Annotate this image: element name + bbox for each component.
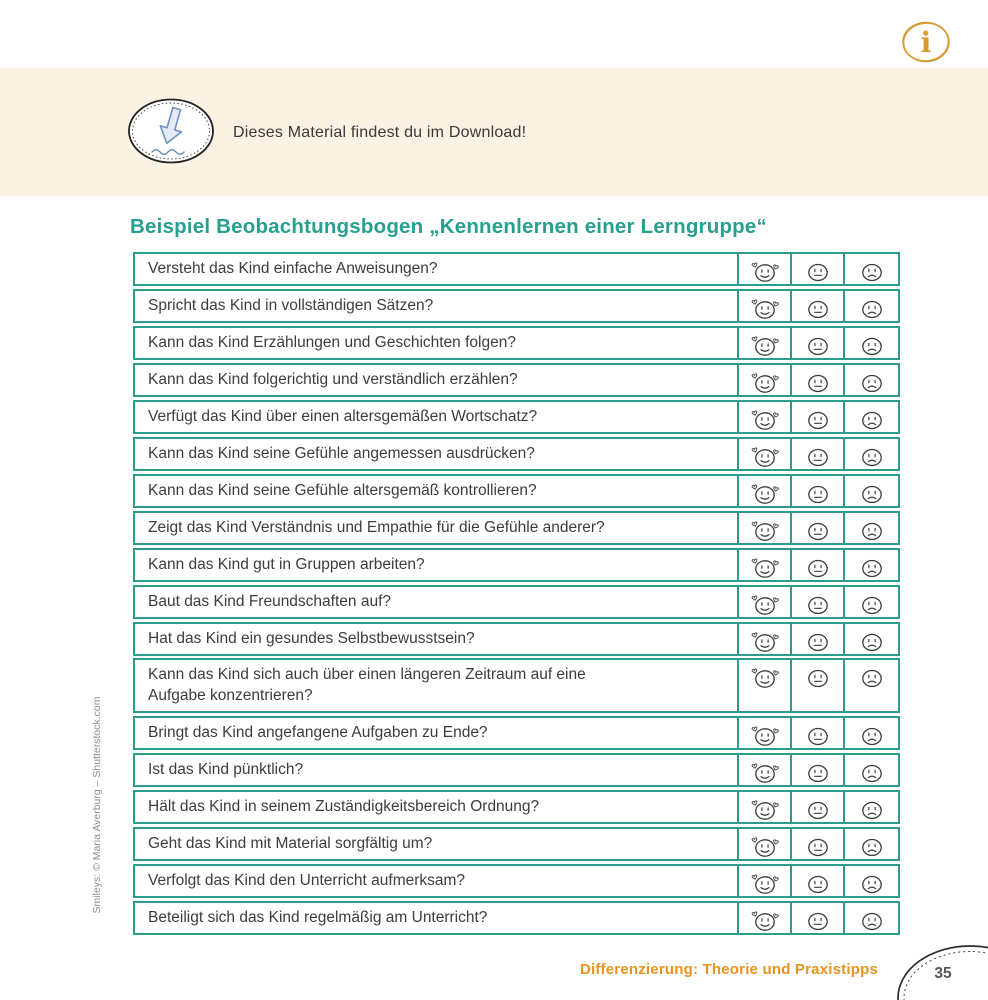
happy-smiley-cell bbox=[739, 476, 792, 506]
sad-smiley-icon bbox=[860, 446, 884, 468]
question-text: Kann das Kind seine Gefühle angemessen ausdrücken? bbox=[148, 444, 535, 462]
sad-smiley-icon bbox=[860, 520, 884, 542]
table-row bbox=[133, 658, 900, 713]
sad-smiley-icon bbox=[860, 667, 884, 689]
question-text: Spricht das Kind in vollständigen Sätzen? bbox=[148, 296, 434, 314]
page-title: Beispiel Beobachtungsbogen „Kennenlernen einer Lerngruppe“ bbox=[130, 215, 767, 238]
table-row bbox=[133, 474, 900, 508]
happy-smiley-cell bbox=[739, 402, 792, 432]
happy-smiley-icon bbox=[750, 557, 780, 579]
sad-smiley-icon bbox=[860, 910, 884, 932]
sad-smiley-cell bbox=[845, 476, 898, 506]
neutral-smiley-icon bbox=[806, 409, 830, 431]
happy-smiley-cell bbox=[739, 365, 792, 395]
sad-smiley-cell bbox=[845, 254, 898, 284]
question-text: Zeigt das Kind Verständnis und Empathie für die Gefühle anderer? bbox=[148, 518, 605, 536]
sad-smiley-icon bbox=[860, 631, 884, 653]
question-cell bbox=[135, 254, 739, 284]
happy-smiley-cell bbox=[739, 660, 792, 711]
sad-smiley-cell bbox=[845, 550, 898, 580]
question-cell bbox=[135, 660, 739, 711]
neutral-smiley-cell bbox=[792, 587, 845, 617]
table-row bbox=[133, 252, 900, 286]
table-row bbox=[133, 363, 900, 397]
sad-smiley-icon bbox=[860, 836, 884, 858]
question-text: Kann das Kind Erzählungen und Geschichten folgen? bbox=[148, 333, 516, 351]
question-text: Geht das Kind mit Material sorgfältig um? bbox=[148, 834, 433, 852]
neutral-smiley-icon bbox=[806, 631, 830, 653]
observation-table bbox=[133, 252, 900, 938]
sad-smiley-cell bbox=[845, 587, 898, 617]
happy-smiley-icon bbox=[750, 261, 780, 283]
neutral-smiley-cell bbox=[792, 903, 845, 933]
happy-smiley-cell bbox=[739, 254, 792, 284]
neutral-smiley-cell bbox=[792, 624, 845, 654]
sad-smiley-cell bbox=[845, 513, 898, 543]
neutral-smiley-cell bbox=[792, 328, 845, 358]
sad-smiley-icon bbox=[860, 298, 884, 320]
table-row bbox=[133, 437, 900, 471]
question-cell bbox=[135, 402, 739, 432]
banner-text: Dieses Material findest du im Download! bbox=[233, 124, 527, 141]
neutral-smiley-cell bbox=[792, 513, 845, 543]
question-text: Verfolgt das Kind den Unterricht aufmerksam? bbox=[148, 871, 466, 889]
table-row bbox=[133, 511, 900, 545]
sad-smiley-icon bbox=[860, 762, 884, 784]
neutral-smiley-icon bbox=[806, 799, 830, 821]
neutral-smiley-icon bbox=[806, 335, 830, 357]
sad-smiley-cell bbox=[845, 328, 898, 358]
happy-smiley-cell bbox=[739, 328, 792, 358]
sad-smiley-cell bbox=[845, 624, 898, 654]
happy-smiley-icon bbox=[750, 762, 780, 784]
question-cell bbox=[135, 587, 739, 617]
neutral-smiley-cell bbox=[792, 660, 845, 711]
table-row bbox=[133, 901, 900, 935]
happy-smiley-cell bbox=[739, 550, 792, 580]
page-number-badge bbox=[893, 938, 988, 1000]
question-text: Verfügt das Kind über einen altersgemäßen Wortschatz? bbox=[148, 407, 538, 425]
neutral-smiley-icon bbox=[806, 298, 830, 320]
sad-smiley-cell bbox=[845, 829, 898, 859]
table-row bbox=[133, 585, 900, 619]
happy-smiley-icon bbox=[750, 631, 780, 653]
download-icon bbox=[126, 98, 216, 171]
question-cell bbox=[135, 328, 739, 358]
table-row bbox=[133, 864, 900, 898]
sad-smiley-cell bbox=[845, 755, 898, 785]
happy-smiley-icon bbox=[750, 335, 780, 357]
question-cell bbox=[135, 866, 739, 896]
question-cell bbox=[135, 439, 739, 469]
question-cell bbox=[135, 792, 739, 822]
neutral-smiley-cell bbox=[792, 718, 845, 748]
info-icon bbox=[900, 19, 952, 70]
happy-smiley-cell bbox=[739, 792, 792, 822]
download-banner bbox=[0, 68, 988, 196]
question-text: Kann das Kind seine Gefühle altersgemäß kontrollieren? bbox=[148, 481, 537, 499]
happy-smiley-cell bbox=[739, 513, 792, 543]
neutral-smiley-cell bbox=[792, 866, 845, 896]
question-cell bbox=[135, 365, 739, 395]
happy-smiley-icon bbox=[750, 409, 780, 431]
question-cell bbox=[135, 513, 739, 543]
table-row bbox=[133, 326, 900, 360]
question-text: Kann das Kind folgerichtig und verständlich erzählen? bbox=[148, 370, 518, 388]
sad-smiley-cell bbox=[845, 718, 898, 748]
neutral-smiley-icon bbox=[806, 261, 830, 283]
happy-smiley-icon bbox=[750, 372, 780, 394]
neutral-smiley-icon bbox=[806, 520, 830, 542]
happy-smiley-cell bbox=[739, 291, 792, 321]
question-text: Baut das Kind Freundschaften auf? bbox=[148, 592, 391, 610]
question-text: Kann das Kind sich auch über einen längeren Zeitraum auf eine Aufgabe konzentrieren? bbox=[148, 666, 586, 704]
smiley-copyright-credit: Smileys: © Maria Averburg – Shutterstock.com bbox=[91, 696, 103, 914]
neutral-smiley-icon bbox=[806, 836, 830, 858]
happy-smiley-icon bbox=[750, 446, 780, 468]
happy-smiley-cell bbox=[739, 439, 792, 469]
table-row bbox=[133, 289, 900, 323]
neutral-smiley-icon bbox=[806, 873, 830, 895]
sad-smiley-icon bbox=[860, 799, 884, 821]
neutral-smiley-cell bbox=[792, 439, 845, 469]
neutral-smiley-icon bbox=[806, 372, 830, 394]
neutral-smiley-icon bbox=[806, 667, 830, 689]
sad-smiley-cell bbox=[845, 439, 898, 469]
sad-smiley-icon bbox=[860, 483, 884, 505]
neutral-smiley-cell bbox=[792, 476, 845, 506]
sad-smiley-icon bbox=[860, 557, 884, 579]
happy-smiley-icon bbox=[750, 725, 780, 747]
footer-chapter-title: Differenzierung: Theorie und Praxistipps bbox=[579, 961, 878, 978]
neutral-smiley-icon bbox=[806, 557, 830, 579]
neutral-smiley-cell bbox=[792, 755, 845, 785]
neutral-smiley-cell bbox=[792, 792, 845, 822]
happy-smiley-icon bbox=[750, 799, 780, 821]
happy-smiley-cell bbox=[739, 755, 792, 785]
sad-smiley-cell bbox=[845, 402, 898, 432]
happy-smiley-cell bbox=[739, 587, 792, 617]
happy-smiley-icon bbox=[750, 836, 780, 858]
happy-smiley-icon bbox=[750, 873, 780, 895]
question-cell bbox=[135, 829, 739, 859]
question-cell bbox=[135, 550, 739, 580]
neutral-smiley-cell bbox=[792, 402, 845, 432]
sad-smiley-cell bbox=[845, 866, 898, 896]
happy-smiley-cell bbox=[739, 624, 792, 654]
happy-smiley-icon bbox=[750, 298, 780, 320]
happy-smiley-icon bbox=[750, 520, 780, 542]
neutral-smiley-icon bbox=[806, 594, 830, 616]
question-cell bbox=[135, 718, 739, 748]
table-row bbox=[133, 716, 900, 750]
table-row bbox=[133, 622, 900, 656]
sad-smiley-cell bbox=[845, 291, 898, 321]
neutral-smiley-icon bbox=[806, 446, 830, 468]
sad-smiley-icon bbox=[860, 873, 884, 895]
happy-smiley-icon bbox=[750, 594, 780, 616]
sad-smiley-icon bbox=[860, 372, 884, 394]
happy-smiley-icon bbox=[750, 667, 780, 689]
happy-smiley-icon bbox=[750, 910, 780, 932]
question-text: Beteiligt sich das Kind regelmäßig am Unterricht? bbox=[148, 908, 488, 926]
page-number: 35 bbox=[934, 965, 952, 982]
question-text: Versteht das Kind einfache Anweisungen? bbox=[148, 260, 438, 277]
svg-text:i: i bbox=[920, 26, 932, 59]
sad-smiley-icon bbox=[860, 594, 884, 616]
sad-smiley-icon bbox=[860, 261, 884, 283]
question-cell bbox=[135, 755, 739, 785]
happy-smiley-icon bbox=[750, 483, 780, 505]
neutral-smiley-cell bbox=[792, 254, 845, 284]
table-row bbox=[133, 400, 900, 434]
neutral-smiley-icon bbox=[806, 910, 830, 932]
sad-smiley-icon bbox=[860, 409, 884, 431]
neutral-smiley-icon bbox=[806, 725, 830, 747]
sad-smiley-cell bbox=[845, 903, 898, 933]
question-text: Kann das Kind gut in Gruppen arbeiten? bbox=[148, 555, 425, 573]
neutral-smiley-icon bbox=[806, 762, 830, 784]
question-text: Bringt das Kind angefangene Aufgaben zu Ende? bbox=[148, 723, 488, 741]
neutral-smiley-icon bbox=[806, 483, 830, 505]
sad-smiley-cell bbox=[845, 660, 898, 711]
happy-smiley-cell bbox=[739, 866, 792, 896]
question-cell bbox=[135, 903, 739, 933]
neutral-smiley-cell bbox=[792, 365, 845, 395]
neutral-smiley-cell bbox=[792, 550, 845, 580]
neutral-smiley-cell bbox=[792, 291, 845, 321]
happy-smiley-cell bbox=[739, 718, 792, 748]
table-row bbox=[133, 753, 900, 787]
table-row bbox=[133, 827, 900, 861]
question-cell bbox=[135, 291, 739, 321]
happy-smiley-cell bbox=[739, 829, 792, 859]
question-text: Ist das Kind pünktlich? bbox=[148, 760, 304, 778]
question-text: Hält das Kind in seinem Zuständigkeitsbereich Ordnung? bbox=[148, 797, 540, 815]
table-row bbox=[133, 548, 900, 582]
question-text: Hat das Kind ein gesundes Selbstbewusstsein? bbox=[148, 629, 475, 647]
sad-smiley-icon bbox=[860, 725, 884, 747]
question-cell bbox=[135, 476, 739, 506]
question-cell bbox=[135, 624, 739, 654]
neutral-smiley-cell bbox=[792, 829, 845, 859]
sad-smiley-cell bbox=[845, 365, 898, 395]
sad-smiley-cell bbox=[845, 792, 898, 822]
sad-smiley-icon bbox=[860, 335, 884, 357]
happy-smiley-cell bbox=[739, 903, 792, 933]
table-row bbox=[133, 790, 900, 824]
